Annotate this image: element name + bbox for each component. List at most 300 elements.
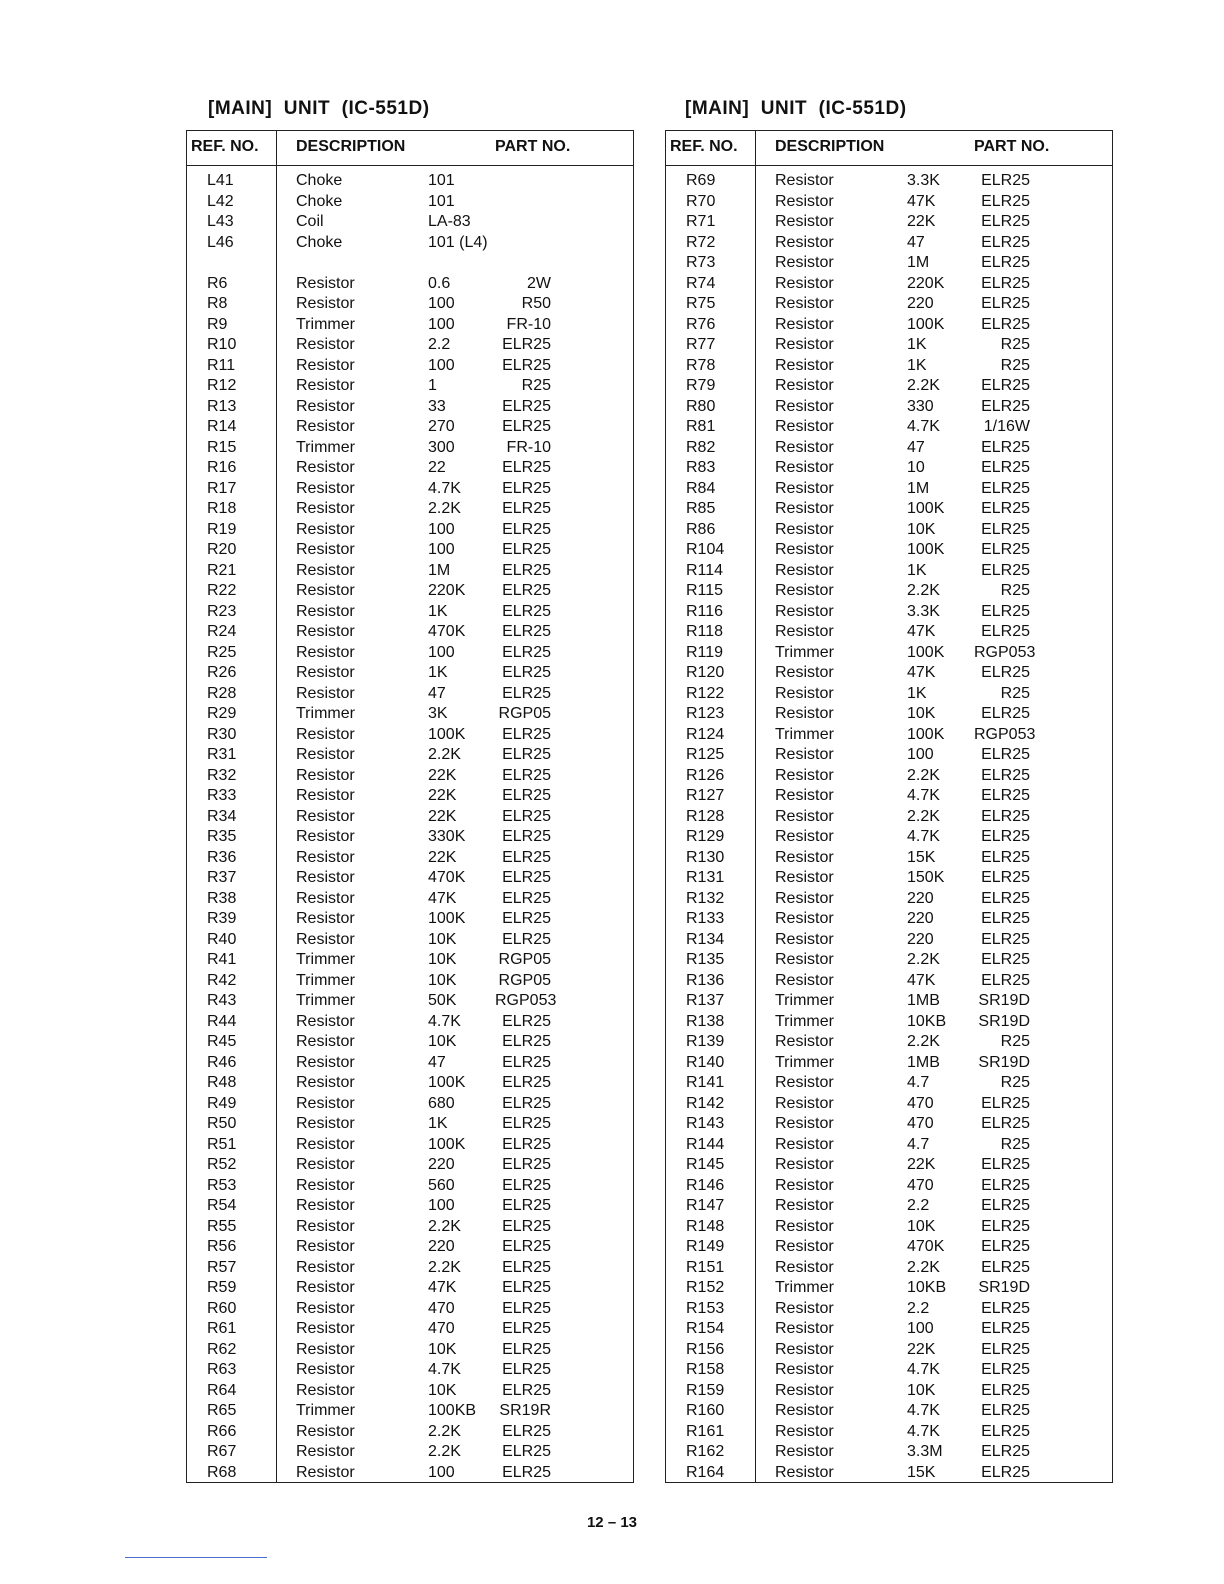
- description-cell: Resistor: [775, 1074, 834, 1091]
- part-no-cell: ELR25: [981, 172, 1030, 189]
- table-row: [666, 1196, 1112, 1217]
- description-cell: Resistor: [296, 356, 355, 374]
- description-cell: Resistor: [296, 541, 355, 558]
- unit-title: [MAIN] UNIT (IC-551D): [208, 98, 430, 119]
- value-cell: 47: [428, 684, 446, 702]
- table-row: [666, 315, 1112, 336]
- table-row: [187, 1012, 633, 1033]
- table-row: [666, 499, 1112, 520]
- part-no-cell: R25: [1000, 1074, 1030, 1091]
- ref-no-cell: R29: [207, 705, 237, 722]
- description-cell: Resistor: [775, 1422, 834, 1440]
- ref-no-cell: R36: [207, 848, 237, 866]
- table-row: [187, 356, 633, 377]
- table-row: [666, 868, 1112, 889]
- table-row: [187, 417, 633, 438]
- ref-no-cell: R67: [207, 1443, 237, 1460]
- description-cell: Choke: [296, 192, 343, 210]
- table-row: [187, 315, 633, 336]
- ref-no-cell: R85: [686, 500, 716, 517]
- ref-no-cell: R125: [686, 746, 725, 763]
- page-number: 12 – 13: [586, 1514, 638, 1531]
- description-cell: Resistor: [296, 643, 355, 661]
- ref-no-cell: R148: [686, 1217, 725, 1235]
- ref-no-cell: R63: [207, 1361, 237, 1378]
- part-no-cell: ELR25: [981, 828, 1030, 845]
- description-cell: Coil: [296, 213, 324, 230]
- value-cell: 4.7K: [428, 479, 461, 497]
- ref-no-cell: R71: [686, 213, 716, 230]
- table-row: [666, 171, 1112, 192]
- part-no-cell: RGP05: [498, 705, 551, 722]
- value-cell: 10K: [428, 1340, 457, 1358]
- description-cell: Resistor: [775, 1197, 834, 1214]
- table-row: [187, 950, 633, 971]
- table-row: [187, 1340, 633, 1361]
- description-cell: Resistor: [775, 1361, 834, 1378]
- part-no-cell: RGP053: [495, 992, 557, 1009]
- description-cell: Resistor: [775, 971, 834, 989]
- value-cell: 1: [428, 377, 437, 394]
- part-no-cell: ELR25: [981, 807, 1030, 825]
- value-cell: 1K: [907, 561, 927, 579]
- description-cell: Resistor: [775, 664, 834, 681]
- unit-title: [MAIN] UNIT (IC-551D): [685, 98, 907, 119]
- description-cell: Resistor: [296, 889, 355, 907]
- ref-no-cell: R154: [686, 1320, 725, 1337]
- part-no-cell: ELR25: [981, 1381, 1030, 1399]
- description-cell: Resistor: [775, 438, 834, 456]
- ref-no-cell: R115: [686, 582, 724, 599]
- value-cell: 220K: [428, 582, 466, 599]
- part-no-cell: ELR25: [502, 1238, 551, 1255]
- part-no-cell: ELR25: [502, 1422, 551, 1440]
- ref-no-cell: R126: [686, 766, 725, 784]
- part-no-cell: ELR25: [502, 930, 551, 948]
- value-cell: 270: [428, 418, 455, 435]
- part-no-cell: ELR25: [502, 869, 551, 886]
- table-row: [666, 376, 1112, 397]
- part-no-cell: ELR25: [502, 807, 551, 825]
- table-row: [666, 1463, 1112, 1484]
- part-no-cell: ELR25: [502, 356, 551, 374]
- value-cell: 47K: [428, 889, 457, 907]
- description-cell: Resistor: [775, 1340, 834, 1358]
- part-no-cell: ELR25: [502, 1176, 551, 1194]
- table-row: [187, 499, 633, 520]
- description-cell: Resistor: [775, 1115, 834, 1132]
- value-cell: 100: [428, 356, 455, 374]
- description-cell: Resistor: [296, 336, 355, 353]
- ref-no-cell: R61: [207, 1320, 237, 1337]
- ref-no-cell: R43: [207, 992, 237, 1009]
- table-row: [187, 294, 633, 315]
- part-no-cell: ELR25: [502, 520, 551, 538]
- ref-no-cell: L42: [207, 192, 234, 210]
- description-cell: Resistor: [775, 623, 834, 640]
- ref-no-cell: R51: [207, 1135, 237, 1153]
- part-no-cell: ELR25: [981, 889, 1030, 907]
- ref-no-cell: R24: [207, 623, 237, 640]
- value-cell: 10KB: [907, 1012, 947, 1030]
- description-cell: Resistor: [775, 315, 834, 333]
- table-row: [666, 1401, 1112, 1422]
- table-row: [187, 807, 633, 828]
- description-cell: Resistor: [296, 397, 355, 415]
- value-cell: 47K: [428, 1279, 457, 1296]
- description-cell: Resistor: [775, 1238, 834, 1255]
- table-row: [666, 1114, 1112, 1135]
- value-cell: 100: [428, 643, 455, 661]
- part-no-cell: R25: [1000, 684, 1030, 702]
- table-row: [666, 581, 1112, 602]
- description-cell: Resistor: [296, 869, 355, 886]
- part-no-cell: ELR25: [981, 397, 1030, 415]
- table-row: [666, 274, 1112, 295]
- value-cell: 10K: [428, 971, 457, 989]
- description-cell: Resistor: [775, 1033, 834, 1050]
- part-no-cell: ELR25: [502, 1094, 551, 1112]
- value-cell: 100: [907, 746, 934, 763]
- table-row: [666, 622, 1112, 643]
- ref-no-cell: R84: [686, 479, 716, 497]
- ref-no-cell: R139: [686, 1033, 725, 1050]
- table-row: [666, 294, 1112, 315]
- description-cell: Resistor: [296, 664, 355, 681]
- part-no-cell: ELR25: [502, 787, 551, 804]
- table-row: [187, 602, 633, 623]
- value-cell: 22K: [907, 1340, 936, 1358]
- value-cell: 4.7K: [428, 1361, 461, 1378]
- value-cell: 4.7: [907, 1135, 930, 1153]
- ref-no-cell: R50: [207, 1115, 237, 1132]
- part-no-cell: ELR25: [502, 418, 551, 435]
- value-cell: 2.2K: [428, 746, 461, 763]
- description-cell: Trimmer: [296, 971, 355, 989]
- ref-no-cell: R31: [207, 746, 237, 763]
- table-body: [187, 171, 633, 1483]
- value-cell: 100: [428, 1463, 455, 1481]
- table-row: [666, 561, 1112, 582]
- description-cell: Resistor: [775, 295, 834, 312]
- table-row: [666, 1094, 1112, 1115]
- ref-no-cell: R129: [686, 828, 725, 845]
- table-row: [187, 684, 633, 705]
- part-no-cell: ELR25: [502, 848, 551, 866]
- part-no-cell: RGP05: [498, 951, 551, 968]
- table-row: [666, 540, 1112, 561]
- ref-no-cell: R133: [686, 910, 725, 927]
- part-no-cell: ELR25: [981, 213, 1030, 230]
- description-cell: Resistor: [296, 274, 355, 292]
- value-cell: 15K: [907, 1463, 936, 1481]
- ref-no-cell: R10: [207, 336, 237, 353]
- description-cell: Resistor: [775, 889, 834, 907]
- ref-no-cell: R72: [686, 233, 716, 251]
- ref-no-cell: R8: [207, 295, 228, 312]
- ref-no-cell: R135: [686, 951, 725, 968]
- value-cell: 1M: [907, 479, 930, 497]
- ref-no-cell: R39: [207, 910, 237, 927]
- description-cell: Resistor: [775, 233, 834, 251]
- part-no-cell: ELR25: [502, 1053, 551, 1071]
- table-row: [187, 171, 633, 192]
- ref-no-cell: R83: [686, 459, 716, 476]
- value-cell: 150K: [907, 869, 945, 886]
- description-cell: Resistor: [296, 582, 355, 599]
- part-no-cell: ELR25: [981, 602, 1030, 620]
- part-no-cell: ELR25: [502, 336, 551, 353]
- part-no-cell: ELR25: [981, 233, 1030, 251]
- part-no-cell: ELR25: [981, 1115, 1030, 1132]
- table-row: [666, 663, 1112, 684]
- part-no-cell: ELR25: [981, 500, 1030, 517]
- description-cell: Trimmer: [296, 1402, 355, 1419]
- ref-no-cell: R146: [686, 1176, 725, 1194]
- value-cell: 2.2K: [428, 1217, 461, 1235]
- description-cell: Choke: [296, 172, 343, 189]
- value-cell: 100K: [907, 643, 945, 661]
- description-cell: Resistor: [296, 1279, 355, 1296]
- table-row: [187, 889, 633, 910]
- ref-no-cell: R144: [686, 1135, 725, 1153]
- table-row: [666, 397, 1112, 418]
- description-cell: Resistor: [775, 787, 834, 804]
- description-cell: Choke: [296, 233, 343, 251]
- value-cell: 4.7K: [428, 1012, 461, 1030]
- description-cell: Resistor: [775, 1463, 834, 1481]
- value-cell: 2.2K: [428, 1443, 461, 1460]
- value-cell: 1K: [428, 664, 448, 681]
- table-row: [666, 1319, 1112, 1340]
- ref-no-cell: R160: [686, 1402, 725, 1419]
- value-cell: 100K: [428, 1074, 466, 1091]
- table-row: [666, 438, 1112, 459]
- ref-no-cell: R142: [686, 1094, 725, 1112]
- description-cell: Trimmer: [775, 1053, 834, 1071]
- description-cell: Resistor: [296, 520, 355, 538]
- part-no-cell: ELR25: [981, 869, 1030, 886]
- description-cell: Resistor: [296, 1381, 355, 1399]
- ref-no-cell: R136: [686, 971, 725, 989]
- ref-no-cell: R16: [207, 459, 237, 476]
- ref-no-cell: R45: [207, 1033, 237, 1050]
- description-cell: Resistor: [296, 1033, 355, 1050]
- value-cell: 2.2: [428, 336, 451, 353]
- description-cell: Resistor: [775, 848, 834, 866]
- part-no-cell: ELR25: [981, 910, 1030, 927]
- part-no-cell: ELR25: [502, 479, 551, 497]
- ref-no-cell: R123: [686, 705, 725, 722]
- table-row: [666, 991, 1112, 1012]
- header-description: DESCRIPTION: [296, 138, 406, 155]
- ref-no-cell: L41: [207, 172, 234, 189]
- description-cell: Resistor: [296, 1115, 355, 1132]
- ref-no-cell: R33: [207, 787, 237, 804]
- value-cell: 3.3K: [907, 602, 940, 620]
- part-no-cell: ELR25: [981, 254, 1030, 271]
- ref-no-cell: R49: [207, 1094, 237, 1112]
- value-cell: 100KB: [428, 1402, 477, 1419]
- part-no-cell: R25: [1000, 336, 1030, 353]
- value-cell: 0.6: [428, 274, 451, 292]
- table-row: [666, 1135, 1112, 1156]
- table-row: [666, 1237, 1112, 1258]
- table-row: [187, 1258, 633, 1279]
- description-cell: Resistor: [775, 377, 834, 394]
- table-row: [187, 1094, 633, 1115]
- description-cell: Resistor: [775, 561, 834, 579]
- value-cell: 470K: [428, 869, 466, 886]
- table-row: [187, 868, 633, 889]
- part-no-cell: ELR25: [981, 1176, 1030, 1194]
- description-cell: Resistor: [775, 705, 834, 722]
- value-cell: 47: [428, 1053, 446, 1071]
- description-cell: Resistor: [296, 500, 355, 517]
- value-cell: 2.2: [907, 1299, 930, 1317]
- table-row: [666, 643, 1112, 664]
- table-row: [666, 930, 1112, 951]
- description-cell: Resistor: [296, 1217, 355, 1235]
- value-cell: 220: [907, 889, 934, 907]
- table-row: [666, 479, 1112, 500]
- description-cell: Resistor: [296, 828, 355, 845]
- ref-no-cell: R57: [207, 1258, 237, 1276]
- part-no-cell: RGP053: [974, 725, 1036, 743]
- description-cell: Resistor: [775, 930, 834, 948]
- part-no-cell: ELR25: [502, 725, 551, 743]
- value-cell: 1K: [907, 684, 927, 702]
- description-cell: Resistor: [775, 828, 834, 845]
- part-no-cell: ELR25: [981, 377, 1030, 394]
- table-row: [666, 192, 1112, 213]
- part-no-cell: ELR25: [502, 459, 551, 476]
- part-no-cell: 2W: [527, 274, 551, 292]
- description-cell: Resistor: [296, 725, 355, 743]
- description-cell: Resistor: [775, 951, 834, 968]
- value-cell: 47K: [907, 971, 936, 989]
- table-row: [187, 1401, 633, 1422]
- part-no-cell: ELR25: [981, 192, 1030, 210]
- part-no-cell: ELR25: [981, 1443, 1030, 1460]
- description-cell: Resistor: [296, 295, 355, 312]
- description-cell: Resistor: [775, 1156, 834, 1173]
- table-row: [187, 1217, 633, 1238]
- table-row: [187, 786, 633, 807]
- value-cell: 2.2K: [907, 377, 940, 394]
- table-row: [187, 274, 633, 295]
- part-no-cell: ELR25: [502, 766, 551, 784]
- ref-no-cell: R78: [686, 356, 716, 374]
- part-no-cell: ELR25: [502, 1033, 551, 1050]
- part-no-cell: ELR25: [981, 705, 1030, 722]
- value-cell: 47: [907, 438, 925, 456]
- description-cell: Resistor: [775, 807, 834, 825]
- description-cell: Resistor: [296, 1012, 355, 1030]
- value-cell: 10K: [907, 1217, 936, 1235]
- table-row: [666, 356, 1112, 377]
- value-cell: 2.2K: [907, 1258, 940, 1276]
- value-cell: 100K: [907, 725, 945, 743]
- description-cell: Resistor: [775, 1299, 834, 1317]
- value-cell: 50K: [428, 992, 457, 1009]
- value-cell: 470: [428, 1299, 455, 1317]
- description-cell: Resistor: [775, 1176, 834, 1194]
- value-cell: 100: [428, 541, 455, 558]
- value-cell: 100K: [428, 910, 466, 927]
- table-row: [187, 622, 633, 643]
- part-no-cell: ELR25: [502, 746, 551, 763]
- value-cell: 3.3M: [907, 1443, 943, 1460]
- description-cell: Trimmer: [296, 951, 355, 968]
- table-row: [187, 1278, 633, 1299]
- part-no-cell: R25: [1000, 1135, 1030, 1153]
- value-cell: 101: [428, 172, 455, 189]
- part-no-cell: ELR25: [502, 1156, 551, 1173]
- table-row: [187, 1053, 633, 1074]
- ref-no-cell: R44: [207, 1012, 237, 1030]
- part-no-cell: ELR25: [981, 1197, 1030, 1214]
- description-cell: Resistor: [775, 479, 834, 497]
- table-row: [187, 397, 633, 418]
- description-cell: Resistor: [775, 766, 834, 784]
- description-cell: Resistor: [775, 274, 834, 292]
- ref-no-cell: R128: [686, 807, 725, 825]
- part-no-cell: ELR25: [981, 848, 1030, 866]
- value-cell: 220: [428, 1156, 455, 1173]
- ref-no-cell: R156: [686, 1340, 725, 1358]
- description-cell: Resistor: [775, 602, 834, 620]
- value-cell: 10: [907, 459, 925, 476]
- ref-no-cell: R132: [686, 889, 725, 907]
- value-cell: 10K: [428, 1033, 457, 1050]
- part-no-cell: ELR25: [502, 1217, 551, 1235]
- part-no-cell: R50: [521, 295, 551, 312]
- ref-no-cell: R38: [207, 889, 237, 907]
- parts-table: [665, 130, 1113, 1483]
- table-row: [187, 1442, 633, 1463]
- table-row: [187, 971, 633, 992]
- part-no-cell: RGP05: [498, 971, 551, 989]
- value-cell: 3K: [428, 705, 448, 722]
- ref-no-cell: R18: [207, 500, 237, 517]
- description-cell: Resistor: [296, 602, 355, 620]
- description-cell: Resistor: [775, 1320, 834, 1337]
- table-row: [666, 827, 1112, 848]
- part-no-cell: ELR25: [981, 315, 1030, 333]
- table-row: [187, 1463, 633, 1484]
- table-row: [187, 1237, 633, 1258]
- table-row: [666, 335, 1112, 356]
- ref-no-cell: R116: [686, 602, 724, 620]
- part-no-cell: ELR25: [502, 561, 551, 579]
- ref-no-cell: R141: [686, 1074, 725, 1091]
- value-cell: 100K: [907, 541, 945, 558]
- table-row: [666, 1176, 1112, 1197]
- value-cell: 10K: [907, 1381, 936, 1399]
- ref-no-cell: R62: [207, 1340, 237, 1358]
- ref-no-cell: R56: [207, 1238, 237, 1255]
- ref-no-cell: R118: [686, 623, 724, 640]
- part-no-cell: ELR25: [502, 684, 551, 702]
- part-no-cell: ELR25: [981, 1238, 1030, 1255]
- description-cell: Resistor: [296, 479, 355, 497]
- table-row: [666, 889, 1112, 910]
- value-cell: 2.2K: [907, 807, 940, 825]
- value-cell: 100: [428, 315, 455, 333]
- value-cell: 101: [428, 192, 455, 210]
- part-no-cell: ELR25: [502, 1135, 551, 1153]
